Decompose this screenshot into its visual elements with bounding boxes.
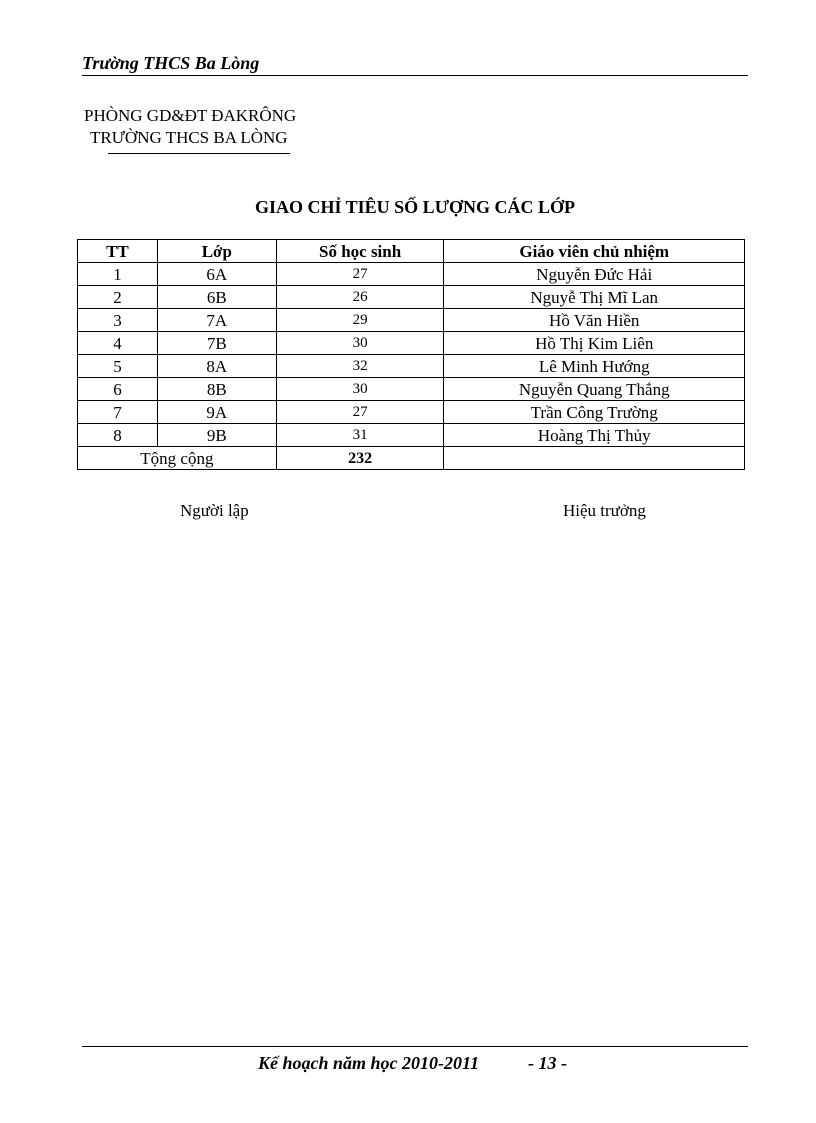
cell-students: 30 <box>276 332 444 355</box>
school-name-caps: TRƯỜNG THCS BA LÒNG <box>90 128 288 147</box>
total-label: Tộng cộng <box>78 447 277 470</box>
cell-students: 26 <box>276 286 444 309</box>
table-row <box>78 378 745 401</box>
cell-tt: 2 <box>78 286 158 309</box>
cell-teacher: Nguyễ Thị Mĩ Lan <box>444 286 745 309</box>
cell-class: 9A <box>157 401 276 424</box>
cell-tt: 7 <box>78 401 158 424</box>
cell-tt: 5 <box>78 355 158 378</box>
cell-class: 8B <box>157 378 276 401</box>
cell-students: 31 <box>276 424 444 447</box>
table-row <box>78 401 745 424</box>
cell-students: 32 <box>276 355 444 378</box>
org-underline <box>108 153 290 154</box>
cell-students: 27 <box>276 263 444 286</box>
column-header-class: Lớp <box>157 240 276 263</box>
cell-teacher: Hồ Thị Kim Liên <box>444 332 745 355</box>
class-table <box>77 239 745 470</box>
table-row <box>78 263 745 286</box>
column-header-teacher: Giáo viên chủ nhiệm <box>444 240 745 263</box>
table-row <box>78 424 745 447</box>
department-name: PHÒNG GD&ĐT ĐAKRÔNG <box>84 106 297 125</box>
total-empty-cell <box>444 447 745 470</box>
total-row <box>78 447 745 470</box>
cell-teacher: Hồ Văn Hiền <box>444 309 745 332</box>
cell-class: 6A <box>157 263 276 286</box>
column-header-tt: TT <box>78 240 158 263</box>
table-row <box>78 286 745 309</box>
table-row <box>78 309 745 332</box>
cell-tt: 3 <box>78 309 158 332</box>
cell-tt: 6 <box>78 378 158 401</box>
signature-preparer: Người lập <box>180 501 249 520</box>
org-block <box>84 105 296 149</box>
cell-class: 9B <box>157 424 276 447</box>
cell-class: 7B <box>157 332 276 355</box>
footer-plan-title: Kế hoạch năm học 2010-2011 <box>258 1053 480 1073</box>
cell-teacher: Nguyễn Quang Thắng <box>444 378 745 401</box>
cell-students: 30 <box>276 378 444 401</box>
column-header-students: Số học sinh <box>276 240 444 263</box>
page-number: - 13 - <box>528 1053 567 1073</box>
signature-principal: Hiệu trưởng <box>563 501 646 520</box>
cell-tt: 1 <box>78 263 158 286</box>
cell-students: 27 <box>276 401 444 424</box>
cell-class: 6B <box>157 286 276 309</box>
cell-teacher: Lê Minh Hướng <box>444 355 745 378</box>
cell-teacher: Trần Công Trường <box>444 401 745 424</box>
cell-class: 7A <box>157 309 276 332</box>
table-header-row <box>78 240 745 263</box>
document-title: GIAO CHỈ TIÊU SỐ LƯỢNG CÁC LỚP <box>254 197 576 217</box>
cell-tt: 8 <box>78 424 158 447</box>
cell-class: 8A <box>157 355 276 378</box>
table-row <box>78 332 745 355</box>
table-row <box>78 355 745 378</box>
page-header <box>82 52 748 76</box>
cell-teacher: Hoàng Thị Thủy <box>444 424 745 447</box>
cell-tt: 4 <box>78 332 158 355</box>
page-footer <box>82 1046 748 1073</box>
total-value: 232 <box>276 447 444 470</box>
school-name: Trường THCS Ba Lòng <box>82 53 260 73</box>
cell-students: 29 <box>276 309 444 332</box>
cell-teacher: Nguyễn Đức Hải <box>444 263 745 286</box>
